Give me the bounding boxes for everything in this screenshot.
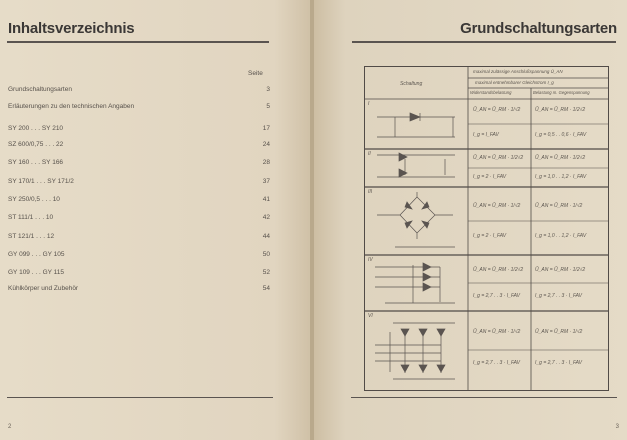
toc-entry-label: SY 200 . . . SY 210: [8, 125, 64, 132]
formula-current-counter: I_g = 2,7 . . 3 · I_FAV: [535, 293, 583, 299]
toc-entry-page: 42: [262, 214, 270, 221]
formula-voltage-resistive: Ũ_AN = Ũ_RM · 1/√2: [473, 329, 521, 335]
formula-voltage-counter: Ũ_AN = Ũ_RM · 1/√2: [535, 203, 583, 209]
toc-entry: [8, 251, 270, 261]
toc-entry-label: Kühlkörper und Zubehör: [8, 285, 79, 292]
circuit-table: [364, 66, 609, 391]
page-number: 2: [8, 424, 12, 430]
toc-column-header: Seite: [248, 70, 263, 77]
footer-rule: [351, 397, 617, 398]
formula-voltage-counter: Ũ_AN = Ũ_RM · 1/2√2: [535, 107, 586, 113]
formula-current-resistive: I_g = 2 · I_FAV: [473, 233, 507, 239]
toc-entry-page: 5: [266, 103, 270, 110]
toc-entry-page: 28: [262, 159, 270, 166]
toc-entry-label: SZ 600/0,75 . . . 22: [8, 141, 64, 148]
toc-entry-label: SY 250/0,5 . . . 10: [8, 196, 60, 203]
toc-entry: [8, 159, 270, 169]
toc-entry-label: Grundschaltungsarten: [8, 86, 72, 93]
toc-entry: [8, 141, 270, 151]
formula-current-resistive: I_g = 2 · I_FAV: [473, 174, 507, 180]
toc-entry-page: 24: [262, 141, 270, 148]
formula-current-counter: I_g = 1,0 . . 1,2 · I_FAV: [535, 174, 587, 180]
toc-entry: [8, 214, 270, 224]
left-page: [0, 0, 312, 440]
toc-entry-page: 50: [262, 251, 270, 258]
row-index: II: [368, 151, 371, 157]
formula-current-resistive: I_g = 2,7 . . 3 · I_FAV: [473, 360, 521, 366]
header-voltage: maximal zulässige Anschlußspannung Ũ_AN: [473, 69, 563, 74]
toc-entry-page: 3: [266, 86, 270, 93]
toc-entry-page: 52: [262, 269, 270, 276]
toc-entry-label: ST 121/1 . . . 12: [8, 233, 55, 240]
formula-current-counter: I_g = 0,5 . . 0,6 · I_FAV: [535, 132, 587, 138]
toc-entry: [8, 285, 270, 295]
title-rule: [352, 41, 616, 43]
footer-rule: [7, 397, 273, 398]
header-counter-voltage: Belastung m. Gegenspannung: [533, 90, 590, 95]
header-current: maximal entnehmbarer Gleichstrom I_g: [475, 80, 554, 85]
toc-entry-label: Erläuterungen zu den technischen Angaben: [8, 103, 135, 110]
toc-entry: [8, 269, 270, 279]
row-index: III: [368, 189, 373, 195]
page-title: Inhaltsverzeichnis: [8, 20, 135, 37]
page-title: Grundschaltungsarten: [460, 20, 617, 37]
toc-entry-page: 54: [262, 285, 270, 292]
formula-current-resistive: I_g = 2,7 . . 3 · I_FAV: [473, 293, 521, 299]
toc-entry: [8, 233, 270, 243]
toc-entry: [8, 178, 270, 188]
toc-entry-page: 37: [262, 178, 270, 185]
header-schaltung: Schaltung: [400, 81, 423, 87]
toc-entry-label: GY 099 . . . GY 105: [8, 251, 65, 258]
formula-current-counter: I_g = 1,0 . . 1,2 · I_FAV: [535, 233, 587, 239]
toc-entry-page: 41: [262, 196, 270, 203]
row-index: VI: [368, 313, 373, 319]
formula-voltage-counter: Ũ_AN = Ũ_RM · 1/2√2: [535, 267, 586, 273]
page-number: 3: [615, 424, 619, 430]
toc-entry: [8, 125, 270, 135]
toc-entry-label: ST 111/1 . . . 10: [8, 214, 54, 221]
formula-voltage-resistive: Ũ_AN = Ũ_RM · 1/2√2: [473, 267, 524, 273]
toc-entry: [8, 196, 270, 206]
toc-entry: [8, 103, 270, 113]
formula-voltage-resistive: Ũ_AN = Ũ_RM · 1/√2: [473, 107, 521, 113]
row-index: IV: [368, 257, 373, 263]
formula-current-resistive: I_g = I_FAV: [473, 132, 499, 138]
formula-voltage-resistive: Ũ_AN = Ũ_RM · 1/√2: [473, 203, 521, 209]
row-index: I: [368, 101, 370, 107]
header-resistive: Widerstandsbelastung: [470, 90, 512, 95]
toc-entry-label: GY 109 . . . GY 115: [8, 269, 65, 276]
formula-voltage-counter: Ũ_AN = Ũ_RM · 1/2√2: [535, 155, 586, 161]
right-page: [314, 0, 627, 440]
formula-current-counter: I_g = 2,7 . . 3 · I_FAV: [535, 360, 583, 366]
toc-entry: [8, 86, 270, 96]
formula-voltage-counter: Ũ_AN = Ũ_RM · 1/√2: [535, 329, 583, 335]
title-rule: [7, 41, 269, 43]
table-grid: [365, 67, 608, 390]
toc-entry-page: 44: [262, 233, 270, 240]
toc-entry-page: 17: [262, 125, 270, 132]
toc-entry-label: SY 160 . . . SY 166: [8, 159, 64, 166]
formula-voltage-resistive: Ũ_AN = Ũ_RM · 1/2√2: [473, 155, 524, 161]
toc-entry-label: SY 170/1 . . . SY 171/2: [8, 178, 74, 185]
